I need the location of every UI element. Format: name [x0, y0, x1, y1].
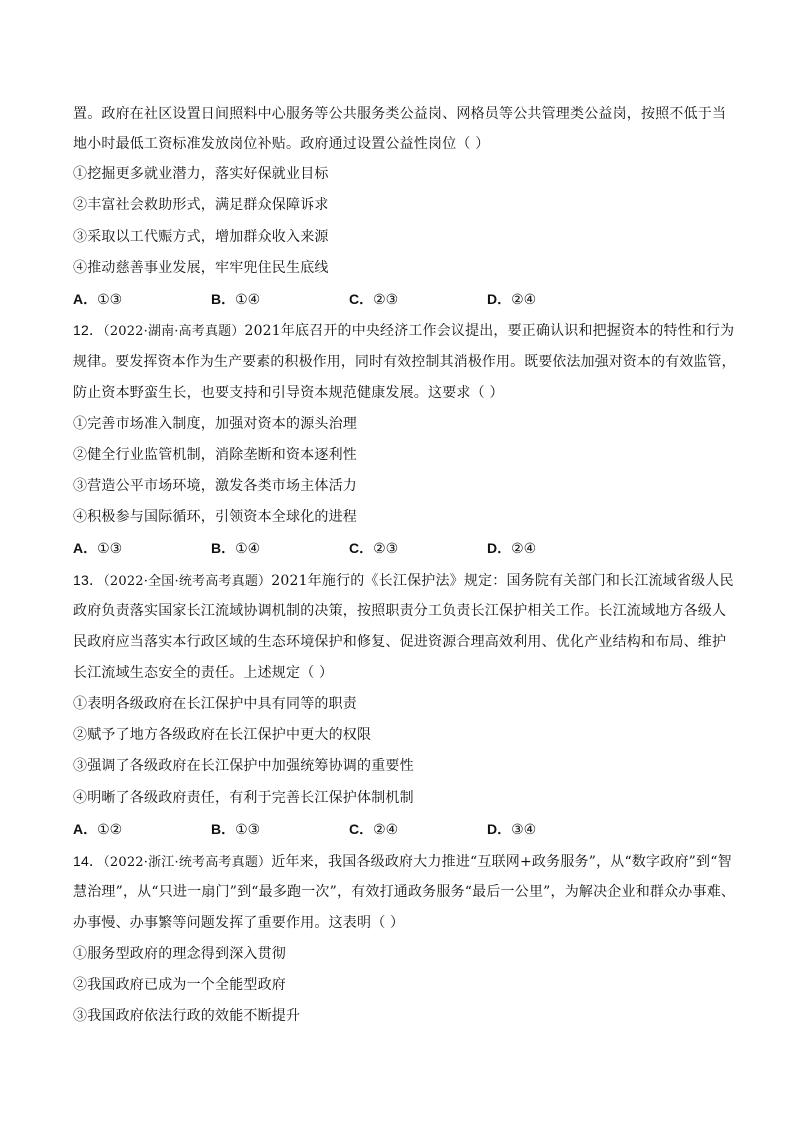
q11-option-b[interactable]: [211, 289, 260, 310]
question-text: 2021年施行的《长江保护法》规定：国务院有关部门和长江流域省级人民: [271, 573, 734, 589]
q12-item-2: ②健全行业监管机制，消除垄断和资本逐利性: [73, 447, 357, 463]
q13-stem-line-2: 政府负责落实国家长江流域协调机制的决策，按照职责分工负责长江保护相关工作。长江流域地方各级人: [73, 603, 727, 619]
q14-stem-line-2: 慧治理”，从“只进一扇门”到“最多跑一次”，有效打通政务服务“最后一公里”，为解决企业和群众办事难、: [73, 884, 736, 900]
q14-item-1: ①服务型政府的理念得到深入贯彻: [73, 946, 286, 962]
option-label: D．: [487, 821, 512, 837]
q11-option-c[interactable]: [349, 289, 398, 310]
question-source: （2022·湖南·高考真题）: [103, 324, 245, 339]
option-label: C．: [349, 540, 374, 556]
q11-stem-line-2: 地小时最低工资标准发放岗位补贴。政府通过设置公益性岗位（ ）: [73, 136, 490, 152]
q13-option-d[interactable]: [487, 819, 536, 840]
option-value: ①②: [97, 822, 123, 838]
q13-stem-line-1: [73, 570, 733, 592]
q11-option-a[interactable]: [73, 289, 122, 310]
question-number: 14．: [73, 853, 104, 869]
q13-item-2: ②赋予了地方各级政府在长江保护中更大的权限: [73, 727, 372, 743]
q12-option-c[interactable]: [349, 538, 398, 559]
option-label: B．: [211, 291, 236, 307]
option-value: ②③: [373, 292, 399, 308]
q12-stem-line-2: 规律。要发挥资本作为生产要素的积极作用，同时有效控制其消极作用。既要依法加强对资本的有效监管，: [73, 354, 736, 370]
option-label: A．: [73, 291, 98, 307]
q13-stem-line-3: 民政府应当落实本行政区域的生态环境保护和修复、促进资源合理高效利用、优化产业结构和布局、维护: [73, 634, 727, 650]
q13-option-a[interactable]: [73, 819, 122, 840]
option-label: C．: [349, 821, 374, 837]
q14-stem-line-3: 办事慢、办事繁等问题发挥了重要作用。这表明（ ）: [73, 915, 405, 931]
option-value: ②④: [511, 292, 537, 308]
option-value: ②③: [373, 541, 399, 557]
option-value: ②④: [511, 541, 537, 557]
q12-stem-line-3: 防止资本野蛮生长，也要支持和引导资本规范健康发展。这要求（ ）: [73, 385, 504, 401]
q12-item-3: ③营造公平市场环境，激发各类市场主体活力: [73, 478, 357, 494]
question-number: 13．: [73, 572, 104, 588]
q12-option-d[interactable]: [487, 538, 536, 559]
option-value: ①③: [97, 292, 123, 308]
question-text: 2021年底召开的中央经济工作会议提出，要正确认识和把握资本的特性和行为: [244, 323, 735, 339]
q11-item-2: ②丰富社会救助形式，满足群众保障诉求: [73, 197, 329, 213]
q14-stem-line-1: [73, 851, 733, 873]
q12-option-b[interactable]: [211, 538, 260, 559]
option-value: ①③: [97, 541, 123, 557]
q12-item-4: ④积极参与国际循环，引领资本全球化的进程: [73, 509, 357, 525]
q14-item-3: ③我国政府依法行政的效能不断提升: [73, 1008, 301, 1024]
q13-option-c[interactable]: [349, 819, 398, 840]
option-label: A．: [73, 540, 98, 556]
option-label: D．: [487, 291, 512, 307]
question-text: 近年来，我国各级政府大力推进“互联网+政务服务”，从“数字政府”到“智: [271, 854, 732, 870]
question-source: （2022·全国·统考高考真题）: [103, 574, 272, 589]
q14-item-2: ②我国政府已成为一个全能型政府: [73, 977, 286, 993]
option-value: ②④: [373, 822, 399, 838]
option-value: ①④: [235, 541, 261, 557]
option-label: B．: [211, 821, 236, 837]
q11-item-3: ③采取以工代赈方式，增加群众收入来源: [73, 229, 329, 245]
q12-stem-line-1: [73, 320, 735, 342]
q11-item-1: ①挖掘更多就业潜力，落实好保就业目标: [73, 166, 329, 182]
q13-item-4: ④明晰了各级政府责任，有利于完善长江保护体制机制: [73, 790, 414, 806]
q13-option-b[interactable]: [211, 819, 260, 840]
option-label: B．: [211, 540, 236, 556]
q12-item-1: ①完善市场准入制度，加强对资本的源头治理: [73, 416, 357, 432]
q12-option-a[interactable]: [73, 538, 122, 559]
option-label: C．: [349, 291, 374, 307]
option-label: A．: [73, 821, 98, 837]
q13-item-1: ①表明各级政府在长江保护中具有同等的职责: [73, 696, 357, 712]
question-number: 12．: [73, 322, 104, 338]
option-value: ①④: [235, 292, 261, 308]
q13-item-3: ③强调了各级政府在长江保护中加强统筹协调的重要性: [73, 758, 414, 774]
option-label: D．: [487, 540, 512, 556]
q11-item-4: ④推动慈善事业发展，牢牢兜住民生底线: [73, 260, 329, 276]
question-source: （2022·浙江·统考高考真题）: [103, 855, 272, 870]
q13-stem-line-4: 长江流域生态安全的责任。上述规定（ ）: [73, 665, 334, 681]
q11-option-d[interactable]: [487, 289, 536, 310]
option-value: ①③: [235, 822, 261, 838]
option-value: ③④: [511, 822, 537, 838]
q11-stem-line-1: 置。政府在社区设置日间照料中心服务等公共服务类公益岗、网格员等公共管理类公益岗，按照不低于当: [73, 106, 727, 122]
